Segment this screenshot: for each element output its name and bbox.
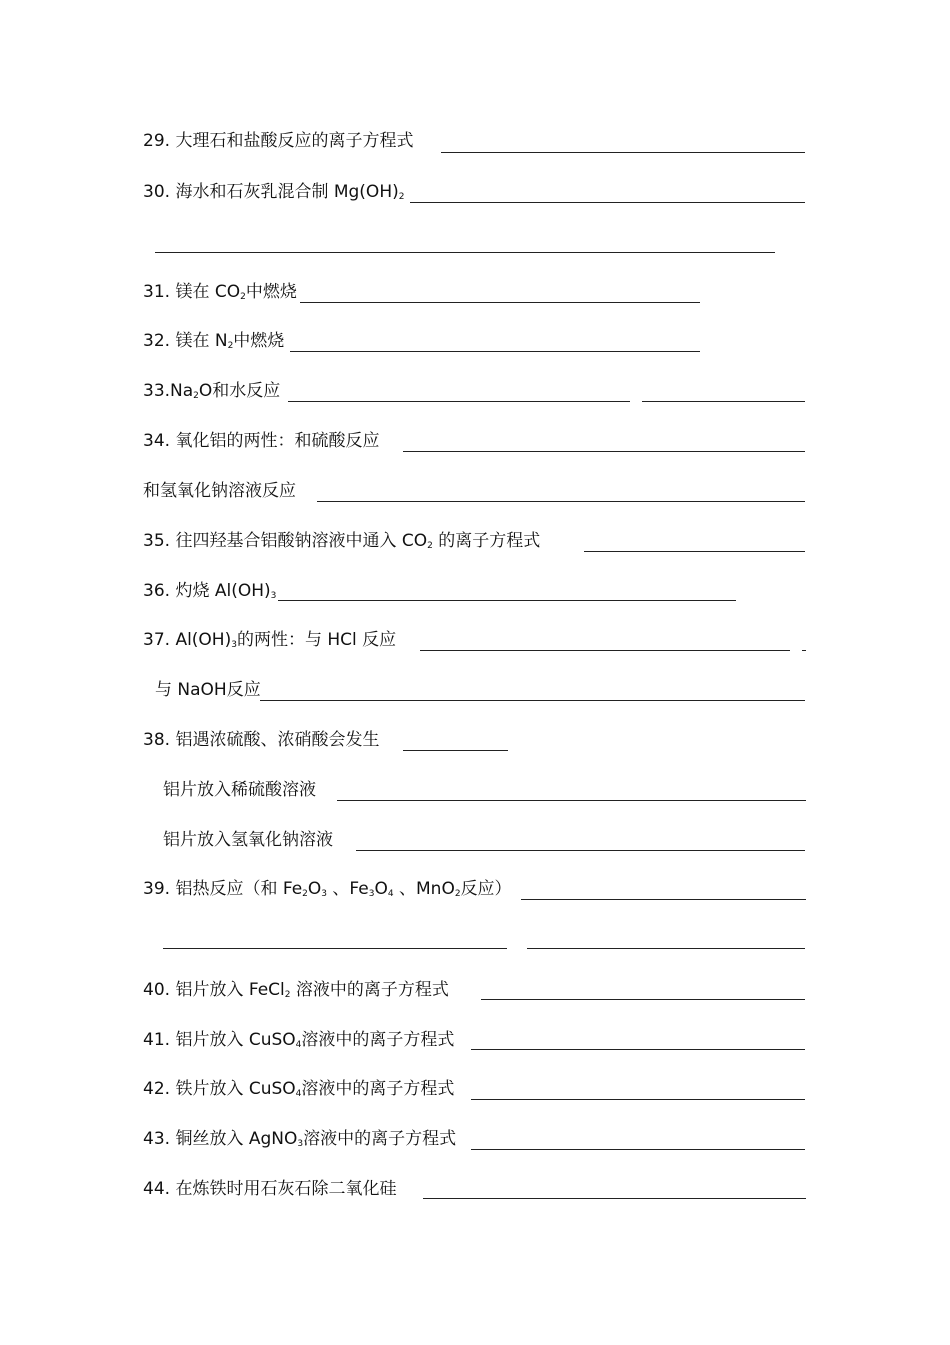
question-44 (143, 1177, 396, 1201)
question-text: 31. 镁在 CO (143, 282, 241, 302)
answer-blank-33b[interactable] (642, 401, 805, 402)
question-text: 42. 铁片放入 CuSO (143, 1079, 296, 1099)
answer-blank-39a[interactable] (521, 899, 806, 900)
question-text: 的离子方程式 (432, 531, 541, 551)
answer-blank-41[interactable] (471, 1049, 805, 1050)
subscript: 2 (427, 541, 433, 551)
question-text: 与 NaOH反应 (155, 680, 261, 700)
question-text: 、MnO (393, 879, 455, 899)
answer-blank-44[interactable] (423, 1198, 806, 1199)
question-34 (143, 429, 379, 453)
question-33 (143, 379, 280, 403)
question-text: O (307, 879, 322, 899)
question-text: 溶液中的离子方程式 (301, 1030, 455, 1050)
answer-blank-35[interactable] (584, 551, 805, 552)
question-text: 29. 大理石和盐酸反应的离子方程式 (143, 131, 414, 151)
question-38 (143, 728, 379, 752)
subscript: 2 (302, 889, 308, 899)
question-36 (143, 579, 276, 603)
question-text: 43. 铜丝放入 AgNO (143, 1129, 298, 1149)
question-text: 40. 铝片放入 FeCl (143, 980, 285, 1000)
question-text: 44. 在炼铁时用石灰石除二氧化硅 (143, 1179, 397, 1199)
answer-blank-39c[interactable] (527, 948, 805, 949)
question-text: 34. 氧化铝的两性：和硫酸反应 (143, 431, 380, 451)
subscript: 2 (398, 192, 405, 202)
subscript: 3 (297, 1139, 304, 1149)
answer-blank-36[interactable] (278, 600, 736, 601)
question-text: 反应） (460, 879, 512, 899)
answer-blank-33a[interactable] (288, 401, 630, 402)
question-text: 39. 铝热反应（和 Fe (143, 879, 303, 899)
question-text: 溶液中的离子方程式 (301, 1079, 455, 1099)
answer-blank-32[interactable] (290, 351, 700, 352)
question-38-part3 (163, 828, 333, 852)
question-37-part2 (155, 678, 261, 702)
question-32 (143, 329, 284, 353)
question-text: 33.Na (143, 381, 194, 401)
question-text: O和水反应 (198, 381, 281, 401)
subscript: 4 (387, 889, 394, 899)
question-29 (143, 129, 413, 153)
answer-blank-37b[interactable] (260, 700, 805, 701)
question-text: 溶液中的离子方程式 (303, 1129, 457, 1149)
answer-blank-40[interactable] (481, 999, 805, 1000)
question-text: 和氢氧化钠溶液反应 (143, 481, 296, 501)
question-text: 铝片放入稀硫酸溶液 (163, 780, 316, 800)
question-30 (143, 180, 404, 204)
answer-blank-38a[interactable] (403, 750, 508, 751)
question-text: 的两性：与 HCl 反应 (236, 630, 397, 650)
answer-blank-38b[interactable] (337, 800, 806, 801)
subscript: 2 (284, 990, 291, 1000)
question-41 (143, 1028, 454, 1052)
question-text: 41. 铝片放入 CuSO (143, 1030, 296, 1050)
question-40 (143, 978, 449, 1002)
answer-blank-37a-tail (802, 650, 806, 651)
answer-blank-42[interactable] (471, 1099, 805, 1100)
subscript: 2 (227, 341, 234, 351)
subscript: 2 (193, 391, 199, 401)
answer-blank-29[interactable] (441, 152, 805, 153)
subscript: 3 (321, 889, 328, 899)
question-text: 38. 铝遇浓硫酸、浓硝酸会发生 (143, 730, 380, 750)
question-text: 32. 镁在 N (143, 331, 228, 351)
question-39 (143, 877, 512, 901)
answer-blank-39b[interactable] (163, 948, 507, 949)
question-text: 36. 灼烧 Al(OH) (143, 581, 271, 601)
question-38-part2 (163, 778, 316, 802)
answer-blank-31[interactable] (300, 302, 700, 303)
subscript: 3 (270, 591, 277, 601)
question-text: 35. 往四羟基合铝酸钠溶液中通入 CO (143, 531, 428, 551)
subscript: 3 (231, 640, 237, 650)
question-text: O (374, 879, 388, 899)
subscript: 3 (368, 889, 375, 899)
question-text: 30. 海水和石灰乳混合制 Mg(OH) (143, 182, 399, 202)
answer-blank-43[interactable] (471, 1149, 805, 1150)
question-text: 铝片放入氢氧化钠溶液 (163, 830, 333, 850)
question-42 (143, 1077, 454, 1101)
subscript: 2 (454, 889, 461, 899)
question-35 (143, 529, 540, 553)
question-text: 溶液中的离子方程式 (290, 980, 449, 1000)
answer-blank-30[interactable] (410, 202, 805, 203)
answer-blank-34a[interactable] (403, 451, 805, 452)
subscript: 4 (295, 1040, 302, 1050)
answer-blank-34b[interactable] (317, 501, 805, 502)
question-text: 、Fe (327, 879, 369, 899)
subscript: 4 (295, 1089, 302, 1099)
question-37 (143, 628, 396, 652)
answer-blank-37a[interactable] (420, 650, 790, 651)
question-43 (143, 1127, 456, 1151)
question-text: 中燃烧 (245, 282, 297, 302)
answer-blank-38c[interactable] (356, 850, 805, 851)
question-text: 中燃烧 (233, 331, 285, 351)
question-31 (143, 280, 297, 304)
question-34-part2 (143, 479, 296, 503)
question-text: 37. Al(OH) (143, 630, 232, 650)
subscript: 2 (240, 292, 246, 302)
answer-blank-30-continued[interactable] (155, 252, 775, 253)
